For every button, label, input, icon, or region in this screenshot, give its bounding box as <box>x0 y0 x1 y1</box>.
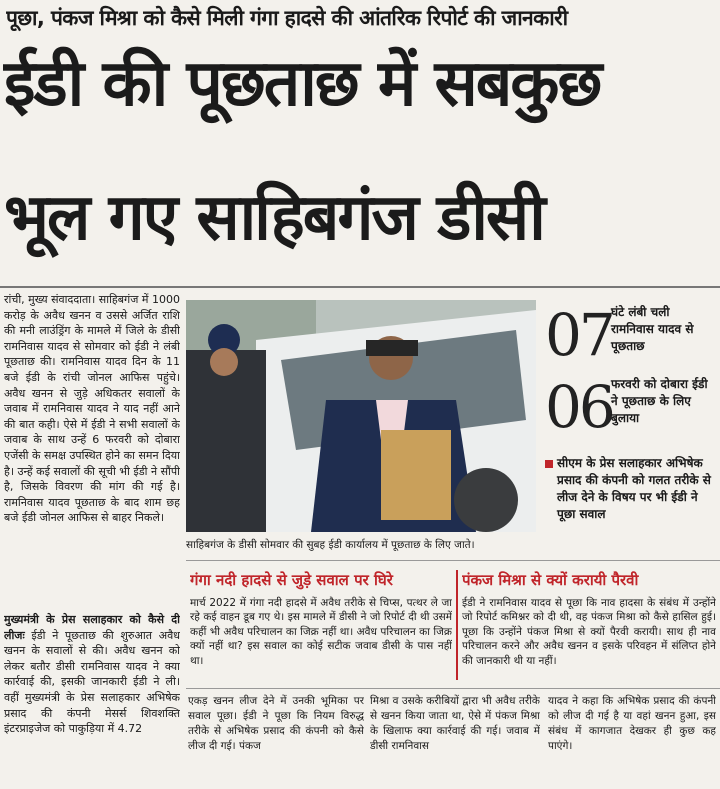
highlight-box <box>545 455 715 539</box>
section-divider <box>186 560 720 561</box>
bottom-divider <box>186 688 720 689</box>
main-headline-line1: ईडी की पूछताछ में सबकुछ <box>4 47 601 121</box>
highlight-text: सीएम के प्रेस सलाहकार अभिषेक प्रसाद की कंपनी को गलत तरीके से लीज देने के विषय पर भी ईडी ने पूछा सवाल <box>557 456 711 521</box>
bullet-square-icon <box>545 460 553 468</box>
lead-paragraph: रांची, मुख्य संवाददाता। साहिबगंज में 1000 करोड़ के अवैध खनन व उससे अर्जित राशि की मनी लाउंड्रिंग के मामले में जिले के डीसी रामनिवास यादव से सोमवार को ईडी ने लंबी पूछताछ की। रामनिवास यादव दिन के 11 बजे ईडी के रांची जोनल आफिस पहुंचे। अवैध खनन से जुड़े अधिकतर सवालों के जवाब में रामनिवास यादव ने याद नहीं आने की बात कही। ऐसे में ईडी ने सभी सवालों के जवाब के साथ उन्हें 6 फरवरी को दोबारा एजेंसी के समक्ष उपस्थित होने का समन दिया है। उन्हें कई सवालों की सूची भी ईडी ने सौंपी है, जिसके विवरण की मांग की गई है। रामनिवास यादव पूछताछ के बाद शाम छह बजे ईडी जोनल आफिस से बाहर निकले। <box>4 293 180 525</box>
stat-number: 07 <box>545 301 613 369</box>
subhead-ganga: गंगा नदी हादसे से जुड़े सवाल पर घिरे <box>190 571 393 589</box>
subhead-pankaj: पंकज मिश्रा से क्यों करायी पैरवी <box>462 571 639 589</box>
lead-paragraph-2 <box>4 612 180 737</box>
main-headline-line2: भूल गए साहिबगंज डीसी <box>4 181 544 255</box>
kicker-headline: पूछा, पंकज मिश्रा को कैसे मिली गंगा हादसे की आंतरिक रिपोर्ट की जानकारी <box>6 6 568 30</box>
subhead-ganga-body: मार्च 2022 में गंगा नदी हादसे में अवैध तरीके से चिप्स, पत्थर ले जा रहे कई वाहन डूब गए थे। इस मामले में डीसी ने जो रिपोर्ट दी थी उसमें कहीं भी अवैध परिचालन का जिक्र नहीं था। अवैध परिचालन का जिक्र क्यों नहीं था? इस सवाल का कोई सटीक जवाब डीसी के पास नहीं था। <box>190 597 452 667</box>
subhead-pankaj-body: ईडी ने रामनिवास यादव से पूछा कि नाव हादसा के संबंध में उन्होंने जो रिपोर्ट कमिश्नर को दी थी, वह पंकज मिश्रा को कैसे हासिल हुई। पूछा कि उन्होंने पंकज मिश्रा से क्यों पैरवी करायी। साथ ही नाव परिचालन करने और अवैध खनन व इसके परिवहन में संलिप्त होने की जानकारी थी या नहीं। <box>462 597 716 667</box>
stat-hours <box>545 300 715 370</box>
lead-story-column-continued <box>4 612 180 780</box>
bottom-column-1: एकड़ खनन लीज देने में उनकी भूमिका पर सवाल पूछा। ईडी ने पूछा कि नियम विरुद्ध तरीके से अभिषेक प्रसाद की कंपनी को कैसे लीज दी गई। पंकज <box>188 695 364 752</box>
para2-lead: मुख्यमंत्री के प्रेस सलाहकार को कैसे दी लीजः <box>4 613 180 642</box>
bottom-column-3: यादव ने कहा कि अभिषेक प्रसाद की कंपनी को लीज दी गई है या वहां खनन हुआ, इस संबंध में कागजात देखकर ही कुछ कह पाएंगे। <box>548 695 716 752</box>
news-photo <box>186 300 536 532</box>
subhead-separator <box>456 570 458 680</box>
headline-divider <box>0 286 720 288</box>
stat-text: फरवरी को दोबारा ईडी ने पूछताछ के लिए बुलाया <box>611 377 708 425</box>
stat-date <box>545 372 715 442</box>
photo-caption: साहिबगंज के डीसी सोमवार की सुबह ईडी कार्यालय में पूछताछ के लिए जाते। <box>186 539 475 551</box>
photo-illustration <box>186 300 536 532</box>
bottom-column-2: मिश्रा व उसके करीबियों द्वारा भी अवैध तरीके से खनन किया जाता था, ऐसे में पंकज मिश्रा के खिलाफ क्या कार्रवाई की गई। जवाब में डीसी रामनिवास <box>370 695 540 752</box>
stat-text: घंटे लंबी चली रामनिवास यादव से पूछताछ <box>611 305 694 353</box>
para2-body: ईडी ने पूछताछ की शुरुआत अवैध खनन के सवालों से की। अवैध खनन को लेकर बतौर डीसी रामनिवास यादव ने क्या कार्रवाई की, इसकी जानकारी ईडी ने ली। वहीं मुख्यमंत्री के प्रेस सलाहकार अभिषेक प्रसाद की कंपनी मेसर्स शिवशक्ति इंटरप्राइजेज को पाकुड़िया में 4.72 <box>4 628 180 736</box>
stat-number: 06 <box>545 373 613 441</box>
lead-story-column <box>4 292 180 607</box>
